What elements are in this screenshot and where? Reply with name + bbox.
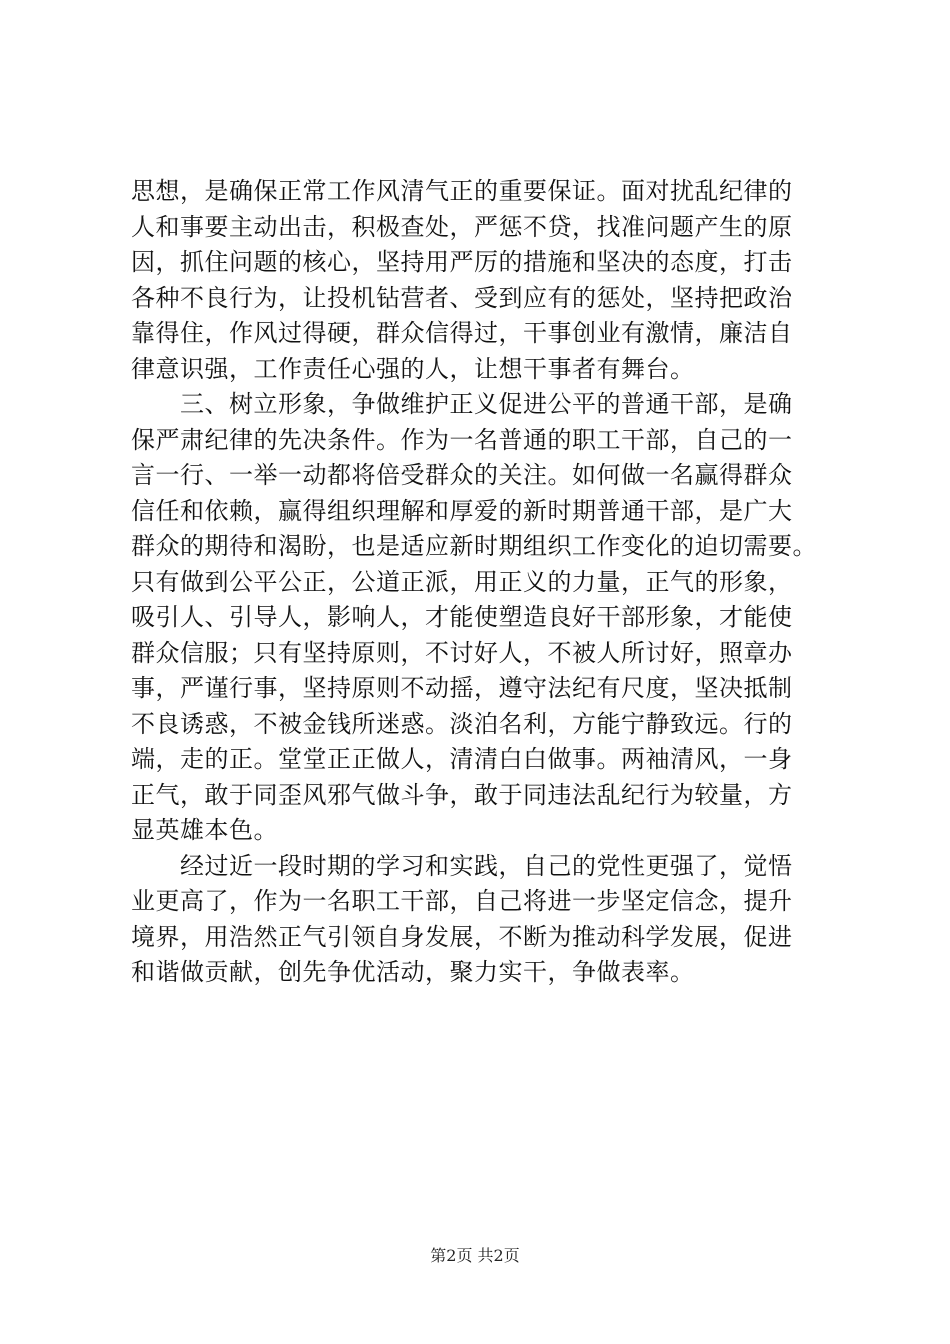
text-line: 群众的期待和渴盼，也是适应新时期组织工作变化的迫切需要。 (131, 532, 817, 560)
document-body (131, 174, 835, 991)
text-line: 思想，是确保正常工作风清气正的重要保证。面对扰乱纪律的 (131, 177, 793, 205)
text-line: 显英雄本色。 (131, 816, 278, 844)
text-line: 吸引人、引导人，影响人，才能使塑造良好干部形象，才能使 (131, 603, 793, 631)
text-line: 经过近一段时期的学习和实践，自己的党性更强了，觉悟 (131, 851, 793, 880)
text-line: 群众信服；只有坚持原则，不讨好人，不被人所讨好，照章办 (131, 638, 793, 667)
text-line: 信任和依赖，赢得组织理解和厚爱的新时期普通干部，是广大 (131, 496, 793, 525)
text-line: 只有做到公平公正，公道正派，用正义的力量，正气的形象， (131, 567, 793, 596)
text-line: 业更高了，作为一名职工干部，自己将进一步坚定信念，提升 (131, 887, 793, 915)
text-line: 因，抓住问题的核心，坚持用严厉的措施和坚决的态度，打击 (131, 248, 793, 276)
text-line: 事，严谨行事，坚持原则不动摇，遵守法纪有尺度，坚决抵制 (131, 674, 793, 702)
page-number-label: 第2页 共2页 (430, 1246, 520, 1265)
text-line: 端，走的正。堂堂正正做人，清清白白做事。两袖清风，一身 (131, 745, 793, 773)
text-line: 律意识强，工作责任心强的人，让想干事者有舞台。 (131, 354, 695, 383)
text-line: 正气，敢于同歪风邪气做斗争，敢于同违法乱纪行为较量，方 (131, 780, 793, 809)
text-line: 言一行、一举一动都将倍受群众的关注。如何做一名赢得群众 (131, 461, 793, 489)
text-line: 保严肃纪律的先决条件。作为一名普通的职工干部，自己的一 (131, 425, 793, 454)
page-footer (0, 1245, 950, 1267)
text-line: 靠得住，作风过得硬，群众信得过，干事创业有激情，廉洁自 (131, 319, 793, 347)
text-line: 境界，用浩然正气引领自身发展，不断为推动科学发展，促进 (131, 922, 793, 951)
text-line: 和谐做贡献，创先争优活动，聚力实干，争做表率。 (131, 958, 695, 986)
text-line: 不良诱惑，不被金钱所迷惑。淡泊名利，方能宁静致远。行的 (131, 709, 793, 738)
text-line: 各种不良行为，让投机钻营者、受到应有的惩处，坚持把政治 (131, 283, 793, 312)
text-line: 人和事要主动出击，积极查处，严惩不贷，找准问题产生的原 (131, 212, 793, 241)
text-line: 三、树立形象，争做维护正义促进公平的普通干部，是确 (131, 390, 793, 418)
